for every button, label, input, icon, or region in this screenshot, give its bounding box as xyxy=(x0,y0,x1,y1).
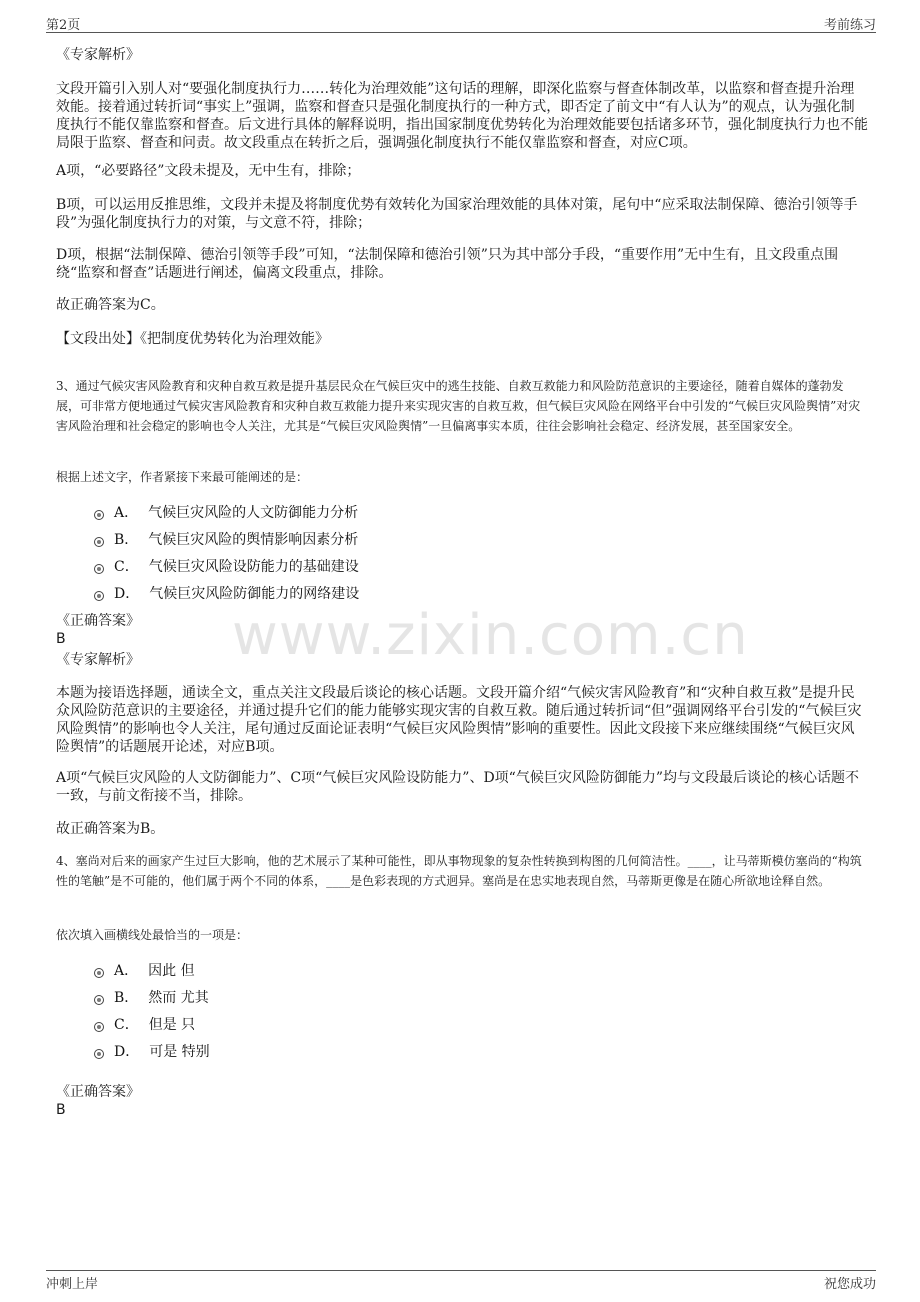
option-text: 气候巨灾风险设防能力的基础建设 xyxy=(148,559,359,575)
analysis-paragraph: A项，“必要路径”文段未提及，无中生有，排除； xyxy=(56,163,361,179)
analysis-paragraph: D项，根据“法制保障、德治引领等手段”可知，“法制保障和德治引领”只为其中部分手段，“重要作用”无中生有，且文段重点围绕“监察和督查”话题进行阐述，偏离文段重点，排除。 xyxy=(56,247,839,281)
page-header xyxy=(46,14,876,33)
option-text: 气候巨灾风险的人文防御能力分析 xyxy=(148,505,359,521)
radio-icon[interactable] xyxy=(94,564,104,574)
option-c[interactable] xyxy=(94,556,359,576)
option-text: 因此 但 xyxy=(148,963,195,979)
answer-statement: 故正确答案为C。 xyxy=(56,297,165,313)
option-letter: A． xyxy=(114,505,139,521)
option-letter: D． xyxy=(114,586,140,602)
radio-icon[interactable] xyxy=(94,995,104,1005)
page-number: 第2页 xyxy=(46,18,81,33)
header-title: 考前练习 xyxy=(823,18,876,33)
option-b[interactable] xyxy=(94,529,358,549)
option-text: 气候巨灾风险防御能力的网络建设 xyxy=(149,586,360,602)
question-stem: 3、通过气候灾害风险教育和灾种自救互救是提升基层民众在气候巨灾中的逃生技能、自救互救能力和风险防范意识的主要途径，随着自媒体的蓬勃发展，可非常方便地通过气候灾害风险教育和灾种自救互救能力提升来实现灾害的自救互救，但气候巨灾风险在网络平台中引发的“气候巨灾风险舆情”对灾害风险治理和社会稳定的影响也令人关注，尤其是“气候巨灾风险舆情”一旦偏离事实本质，往往会影响社会稳定、经济发展，甚至国家安全。 xyxy=(56,379,861,433)
analysis-paragraph: 本题为接语选择题，通读全文，重点关注文段最后谈论的核心话题。文段开篇介绍“气候灾害风险教育”和“灾种自救互救”是提升民众风险防范意识的主要途径，并通过提升它们的能力能够实现灾害的自救互救。随后通过转折词“但”强调网络平台引发的“气候巨灾风险舆情”的影响也令人关注，尾句通过反面论证表明“气候巨灾风险舆情”影响的重要性。因此文段接下来应继续围绕“气候巨灾风险舆情”的话题展开论述，对应B项。 xyxy=(56,685,862,755)
question-stem: 4、塞尚对后来的画家产生过巨大影响，他的艺术展示了某种可能性，即从事物现象的复杂性转换到构图的几何简洁性。____，让马蒂斯模仿塞尚的“构筑性的笔触”是不可能的，他们属于两个不同的体系，____是色彩表现的方式迥异。塞尚是在忠实地表现自然，马蒂斯更像是在随心所欲地诠释自然。 xyxy=(56,854,862,888)
answer-statement: 故正确答案为B。 xyxy=(56,821,165,837)
radio-icon[interactable] xyxy=(94,968,104,978)
watermark: www.zixin.com.cn xyxy=(232,603,749,668)
option-b[interactable] xyxy=(94,987,209,1007)
radio-icon[interactable] xyxy=(94,591,104,601)
option-letter: A． xyxy=(114,963,139,979)
radio-icon[interactable] xyxy=(94,510,104,520)
answer-label: 《正确答案》 xyxy=(56,613,140,629)
option-text: 但是 只 xyxy=(148,1017,196,1033)
option-c[interactable] xyxy=(94,1014,195,1034)
option-letter: B． xyxy=(114,990,139,1006)
radio-icon[interactable] xyxy=(94,1049,104,1059)
analysis-paragraph: 文段开篇引入别人对“要强化制度执行力……转化为治理效能”这句话的理解，即深化监察与督查体制改革，以监察和督查提升治理效能。接着通过转折词“事实上”强调，监察和督查只是强化制度执行的一种方式，即否定了前文中“有人认为”的观点，认为强化制度执行不能仅靠监察和督查。后文进行具体的解释说明，指出国家制度优势转化为治理效能要包括诸多环节，强化制度执行力也不能局限于监察、督查和问责。故文段重点在转折之后，强调强化制度执行不能仅靠监察和督查，对应C项。 xyxy=(56,81,868,151)
page-footer xyxy=(46,1270,876,1292)
option-text: 可是 特别 xyxy=(149,1044,210,1060)
analysis-label: 《专家解析》 xyxy=(56,652,140,668)
answer-label: 《正确答案》 xyxy=(56,1084,140,1100)
option-text: 气候巨灾风险的舆情影响因素分析 xyxy=(148,532,359,548)
option-letter: B． xyxy=(114,532,139,548)
radio-icon[interactable] xyxy=(94,537,104,547)
option-d[interactable] xyxy=(94,583,359,603)
analysis-paragraph: A项“气候巨灾风险的人文防御能力”、C项“气候巨灾风险设防能力”、D项“气候巨灾风险防御能力”均与文段最后谈论的核心话题不一致，与前文衔接不当，排除。 xyxy=(56,770,859,804)
option-d[interactable] xyxy=(94,1041,210,1061)
source-citation: 【文段出处】《把制度优势转化为治理效能》 xyxy=(56,331,329,347)
option-a[interactable] xyxy=(94,502,358,522)
option-a[interactable] xyxy=(94,960,195,980)
question-prompt: 根据上述文字，作者紧接下来最可能阐述的是： xyxy=(56,470,309,484)
question-prompt: 依次填入画横线处最恰当的一项是： xyxy=(56,928,249,942)
option-text: 然而 尤其 xyxy=(148,990,209,1006)
analysis-label: 《专家解析》 xyxy=(56,47,140,63)
footer-left-text: 冲刺上岸 xyxy=(46,1277,99,1292)
option-letter: C． xyxy=(114,559,139,575)
analysis-paragraph: B项，可以运用反推思维，文段并未提及将制度优势有效转化为国家治理效能的具体对策，尾句中“应采取法制保障、德治引领等手段”为强化制度执行力的对策，与文意不符，排除； xyxy=(56,197,858,231)
option-letter: D． xyxy=(114,1044,140,1060)
footer-right-text: 祝您成功 xyxy=(823,1277,876,1292)
option-letter: C． xyxy=(114,1017,139,1033)
answer-value: B xyxy=(56,631,66,647)
answer-value: B xyxy=(56,1102,66,1118)
radio-icon[interactable] xyxy=(94,1022,104,1032)
